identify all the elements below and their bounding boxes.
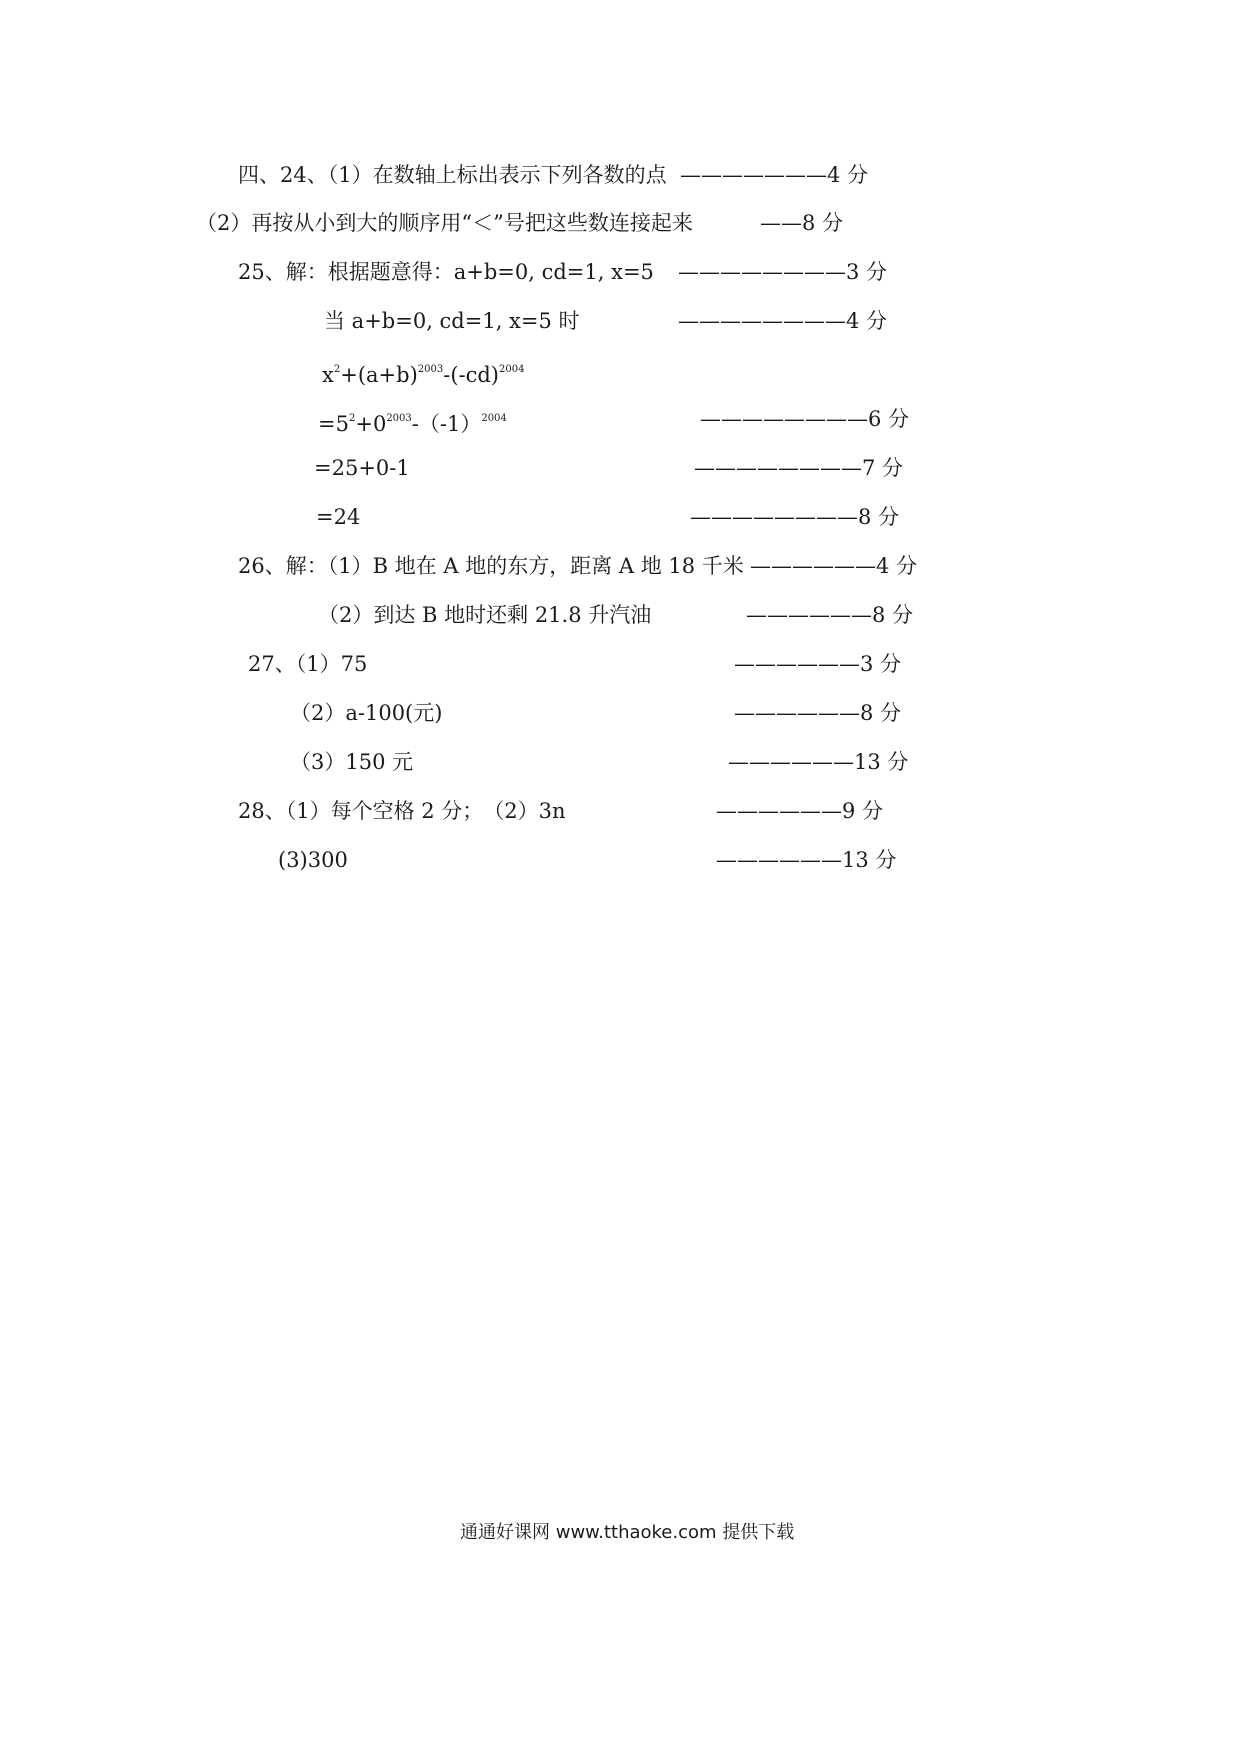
answer-26-part2: （2）到达 B 地时还剩 21.8 升汽油 [318, 603, 652, 627]
score-26-part1: ——————4 分 [750, 554, 918, 578]
page-footer: 通通好课网 www.tthaoke.com 提供下载 [460, 1522, 795, 1543]
step1-sup3: 2004 [481, 413, 507, 424]
score-24-part2: ——8 分 [760, 211, 844, 235]
answer-24-part1: 四、24、（1）在数轴上标出表示下列各数的点 [238, 163, 667, 187]
score-25-step2: ————————7 分 [694, 456, 904, 480]
answer-25-expression [322, 355, 524, 390]
answer-25-step2: =25+0-1 [314, 456, 410, 480]
score-28-part3: ——————13 分 [716, 848, 897, 872]
answer-27-part2: （2）a-100(元) [290, 701, 443, 725]
score-27-part1: ——————3 分 [734, 652, 902, 676]
score-25-intro: ————————3 分 [678, 260, 888, 284]
answer-24-part2: （2）再按从小到大的顺序用“＜”号把这些数连接起来 [196, 211, 693, 235]
answer-28-part3: (3)300 [278, 848, 348, 872]
expr-mid2: -(-cd) [443, 363, 499, 387]
score-27-part3: ——————13 分 [728, 750, 909, 774]
step1-sup1: 2 [348, 413, 356, 424]
answer-25-condition: 当 a+b=0, cd=1, x=5 时 [324, 309, 580, 333]
step1-mid: +0 [355, 412, 387, 436]
step1-sup2: 2003 [386, 413, 412, 424]
expr-base: x [322, 363, 334, 387]
expr-mid: +(a+b) [340, 363, 418, 387]
answer-27-part3: （3）150 元 [290, 750, 414, 774]
expr-sup3: 2004 [499, 364, 525, 375]
score-26-part2: ——————8 分 [746, 603, 914, 627]
answer-28-part1-2: 28、（1）每个空格 2 分； （2）3n [238, 799, 566, 823]
score-25-result: ————————8 分 [690, 505, 900, 529]
answer-27-part1: 27、（1）75 [248, 652, 368, 676]
answer-25-result: =24 [316, 505, 361, 529]
step1-base: =5 [318, 412, 349, 436]
answer-25-intro: 25、解：根据题意得：a+b=0, cd=1, x=5 [238, 260, 654, 284]
answer-25-step1 [318, 404, 507, 439]
score-27-part2: ——————8 分 [734, 701, 902, 725]
score-28-part1-2: ——————9 分 [716, 799, 884, 823]
answer-26-part1: 26、解：（1）B 地在 A 地的东方，距离 A 地 18 千米 [238, 554, 744, 578]
score-25-step1: ————————6 分 [700, 407, 910, 431]
score-25-condition: ————————4 分 [678, 309, 888, 333]
expr-sup1: 2 [333, 364, 341, 375]
score-24-part1: ———————4 分 [680, 163, 869, 187]
expr-sup2: 2003 [417, 364, 444, 375]
step1-mid2: -（-1） [411, 412, 482, 436]
